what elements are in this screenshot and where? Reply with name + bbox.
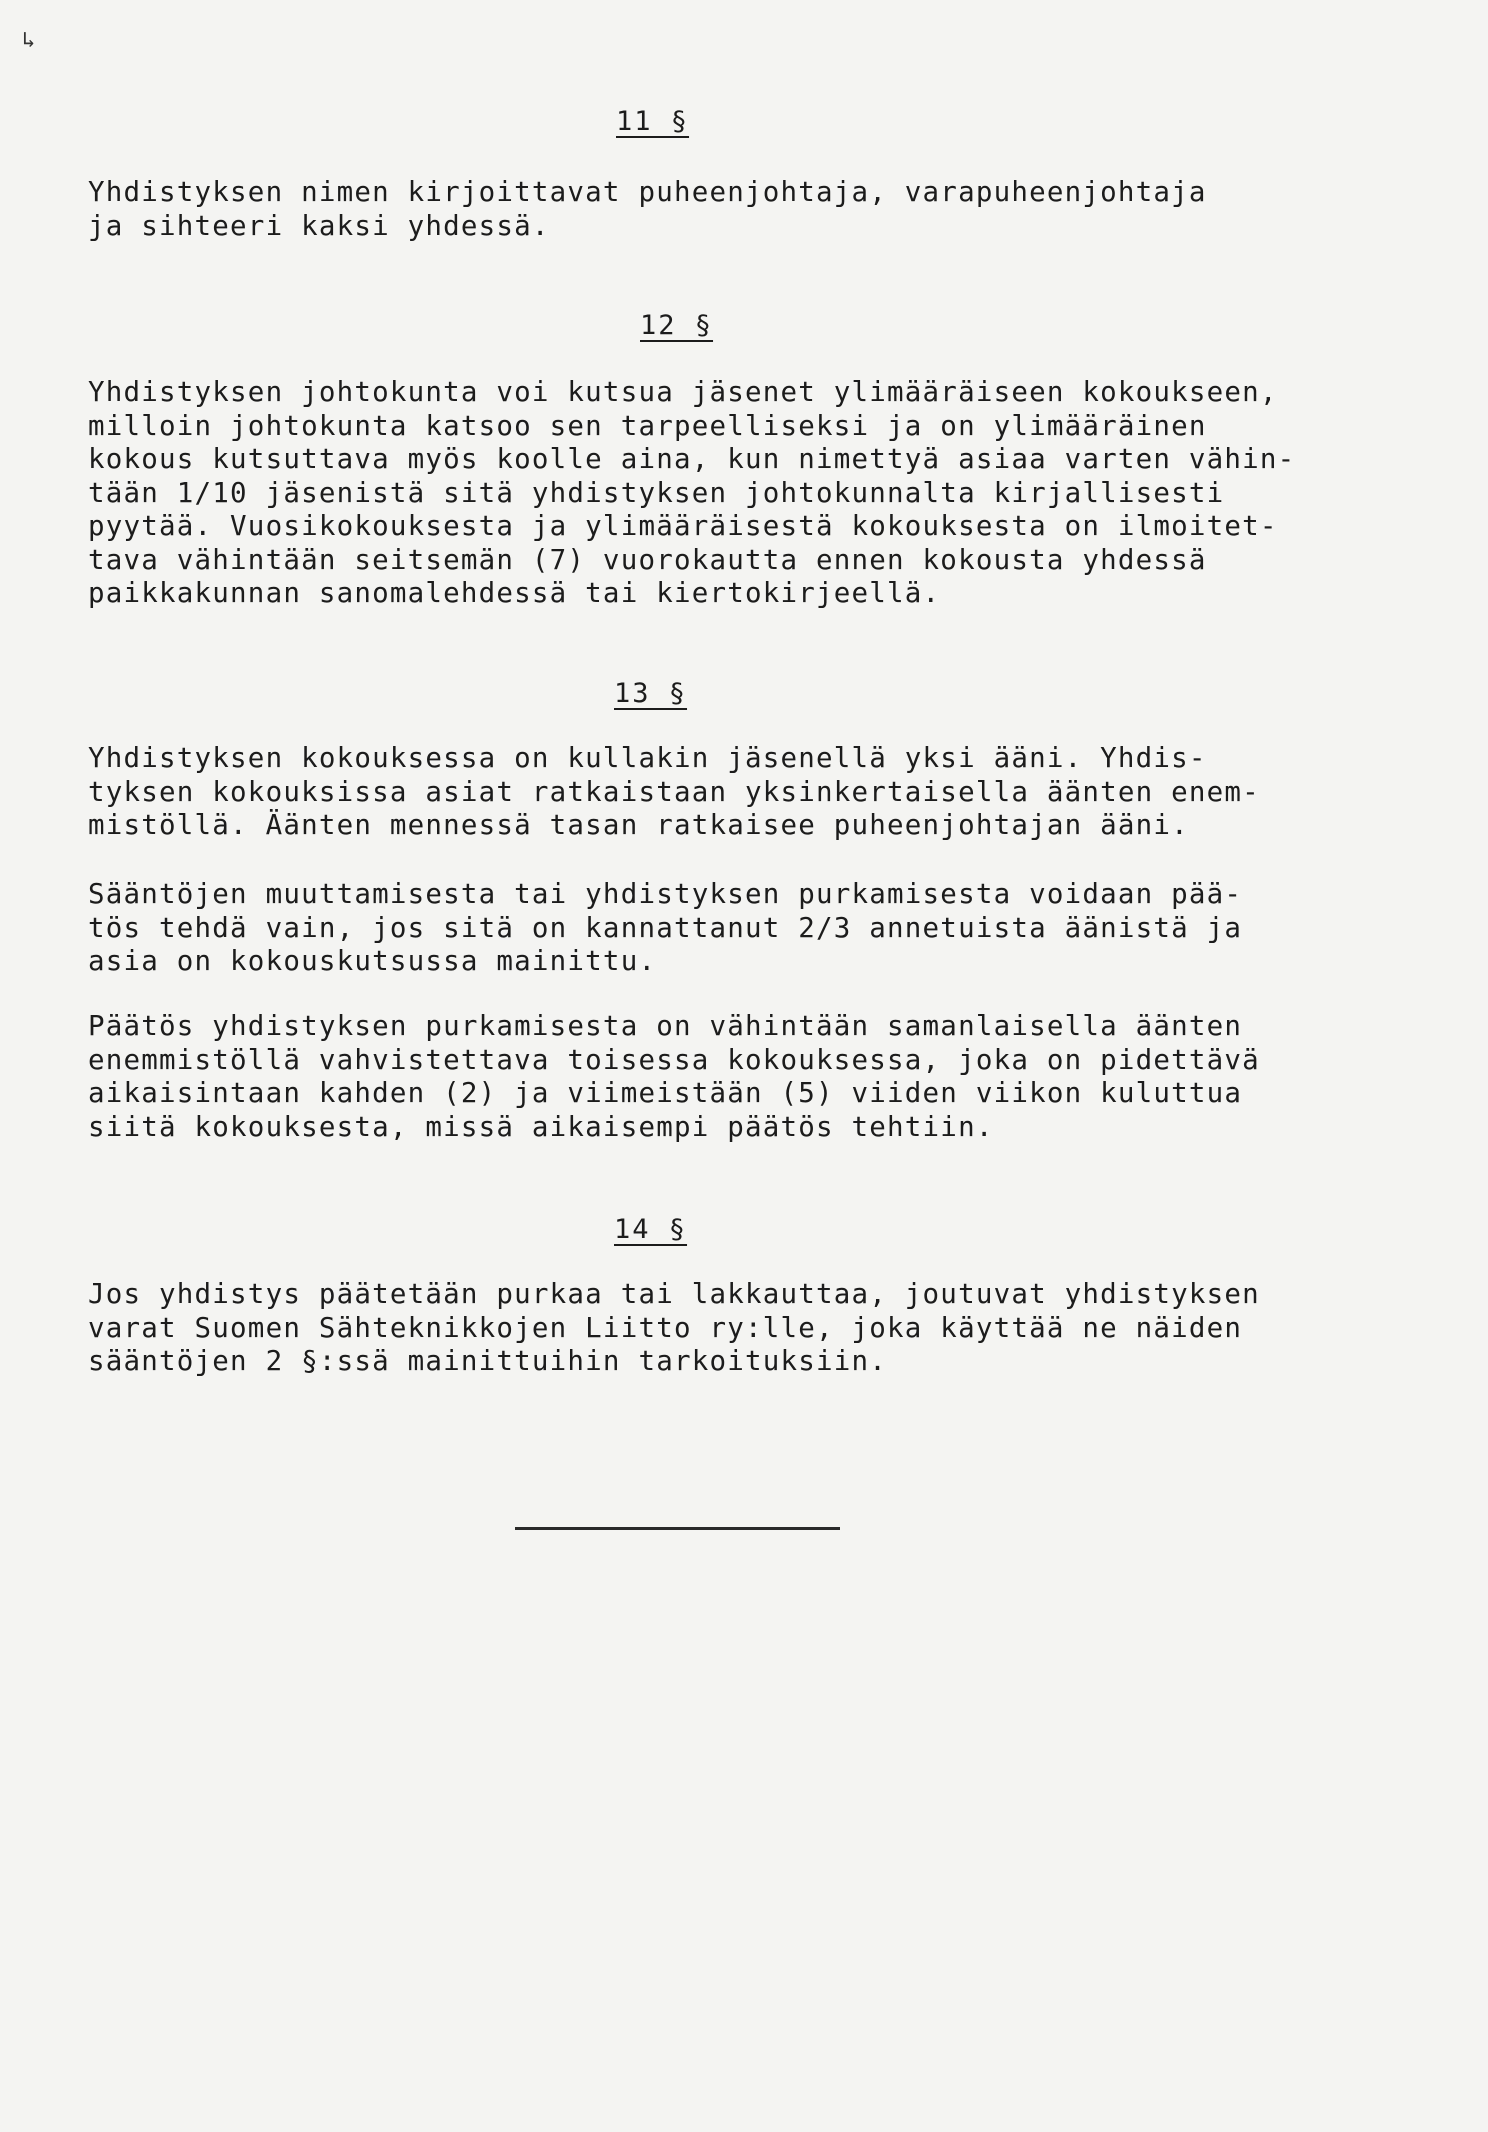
section-14-paragraph-1 [88,1278,1468,1379]
text-line: kokous kutsuttava myös koolle aina, kun nimettyä asiaa varten vähin- [88,443,1296,475]
text-line: paikkakunnan sanomalehdessä tai kiertokirjeellä. [88,577,941,609]
text-line: tyksen kokouksissa asiat ratkaistaan yksinkertaisella äänten enem- [88,775,1260,808]
section-13-paragraph-2 [88,878,1468,979]
section-11-paragraph-1 [88,176,1468,243]
text-line: enemmistöllä vahvistettava toisessa kokouksessa, joka on pidettävä [88,1043,1260,1076]
section-11-heading: 11 § [616,106,690,137]
scan-mark: ↳ [22,28,36,53]
closing-rule [515,1527,840,1530]
text-line: mistöllä. Äänten mennessä tasan ratkaisee puheenjohtajan ääni. [88,809,1189,841]
text-line: varat Suomen Sähteknikkojen Liitto ry:lle, joka käyttää ne näiden [88,1311,1243,1344]
text-line: pyytää. Vuosikokouksesta ja ylimääräisestä kokouksesta on ilmoitet- [88,510,1278,542]
section-12-paragraph-1 [88,376,1468,611]
text-line: siitä kokouksesta, missä aikaisempi päätös tehtiin. [88,1110,994,1143]
text-line: ja sihteeri kaksi yhdessä. [88,209,550,242]
section-13-heading: 13 § [614,678,688,709]
text-line: Yhdistyksen nimen kirjoittavat puheenjohtaja, varapuheenjohtaja [88,176,1207,208]
text-line: sääntöjen 2 §:ssä mainittuihin tarkoituksiin. [88,1345,888,1377]
text-line: Yhdistyksen kokouksessa on kullakin jäsenellä yksi ääni. Yhdis- [88,742,1207,774]
text-line: tään 1/10 jäsenistä sitä yhdistyksen johtokunnalta kirjallisesti [88,476,1225,509]
section-12-heading: 12 § [640,310,714,341]
text-line: milloin johtokunta katsoo sen tarpeelliseksi ja on ylimääräinen [88,409,1207,442]
text-line: Sääntöjen muuttamisesta tai yhdistyksen purkamisesta voidaan pää- [88,878,1243,910]
text-line: tös tehdä vain, jos sitä on kannattanut 2/3 annetuista äänistä ja [88,911,1243,944]
section-13-paragraph-3 [88,1010,1468,1144]
text-line: Jos yhdistys päätetään purkaa tai lakkauttaa, joutuvat yhdistyksen [88,1278,1260,1310]
section-14-heading: 14 § [614,1214,688,1245]
text-line: tava vähintään seitsemän (7) vuorokautta ennen kokousta yhdessä [88,543,1207,576]
text-line: aikaisintaan kahden (2) ja viimeistään (5) viiden viikon kuluttua [88,1077,1243,1109]
text-line: Päätös yhdistyksen purkamisesta on vähintään samanlaisella äänten [88,1010,1243,1042]
text-line: asia on kokouskutsussa mainittu. [88,945,657,977]
section-13-paragraph-1 [88,742,1468,843]
text-line: Yhdistyksen johtokunta voi kutsua jäsenet ylimääräiseen kokoukseen, [88,376,1278,408]
